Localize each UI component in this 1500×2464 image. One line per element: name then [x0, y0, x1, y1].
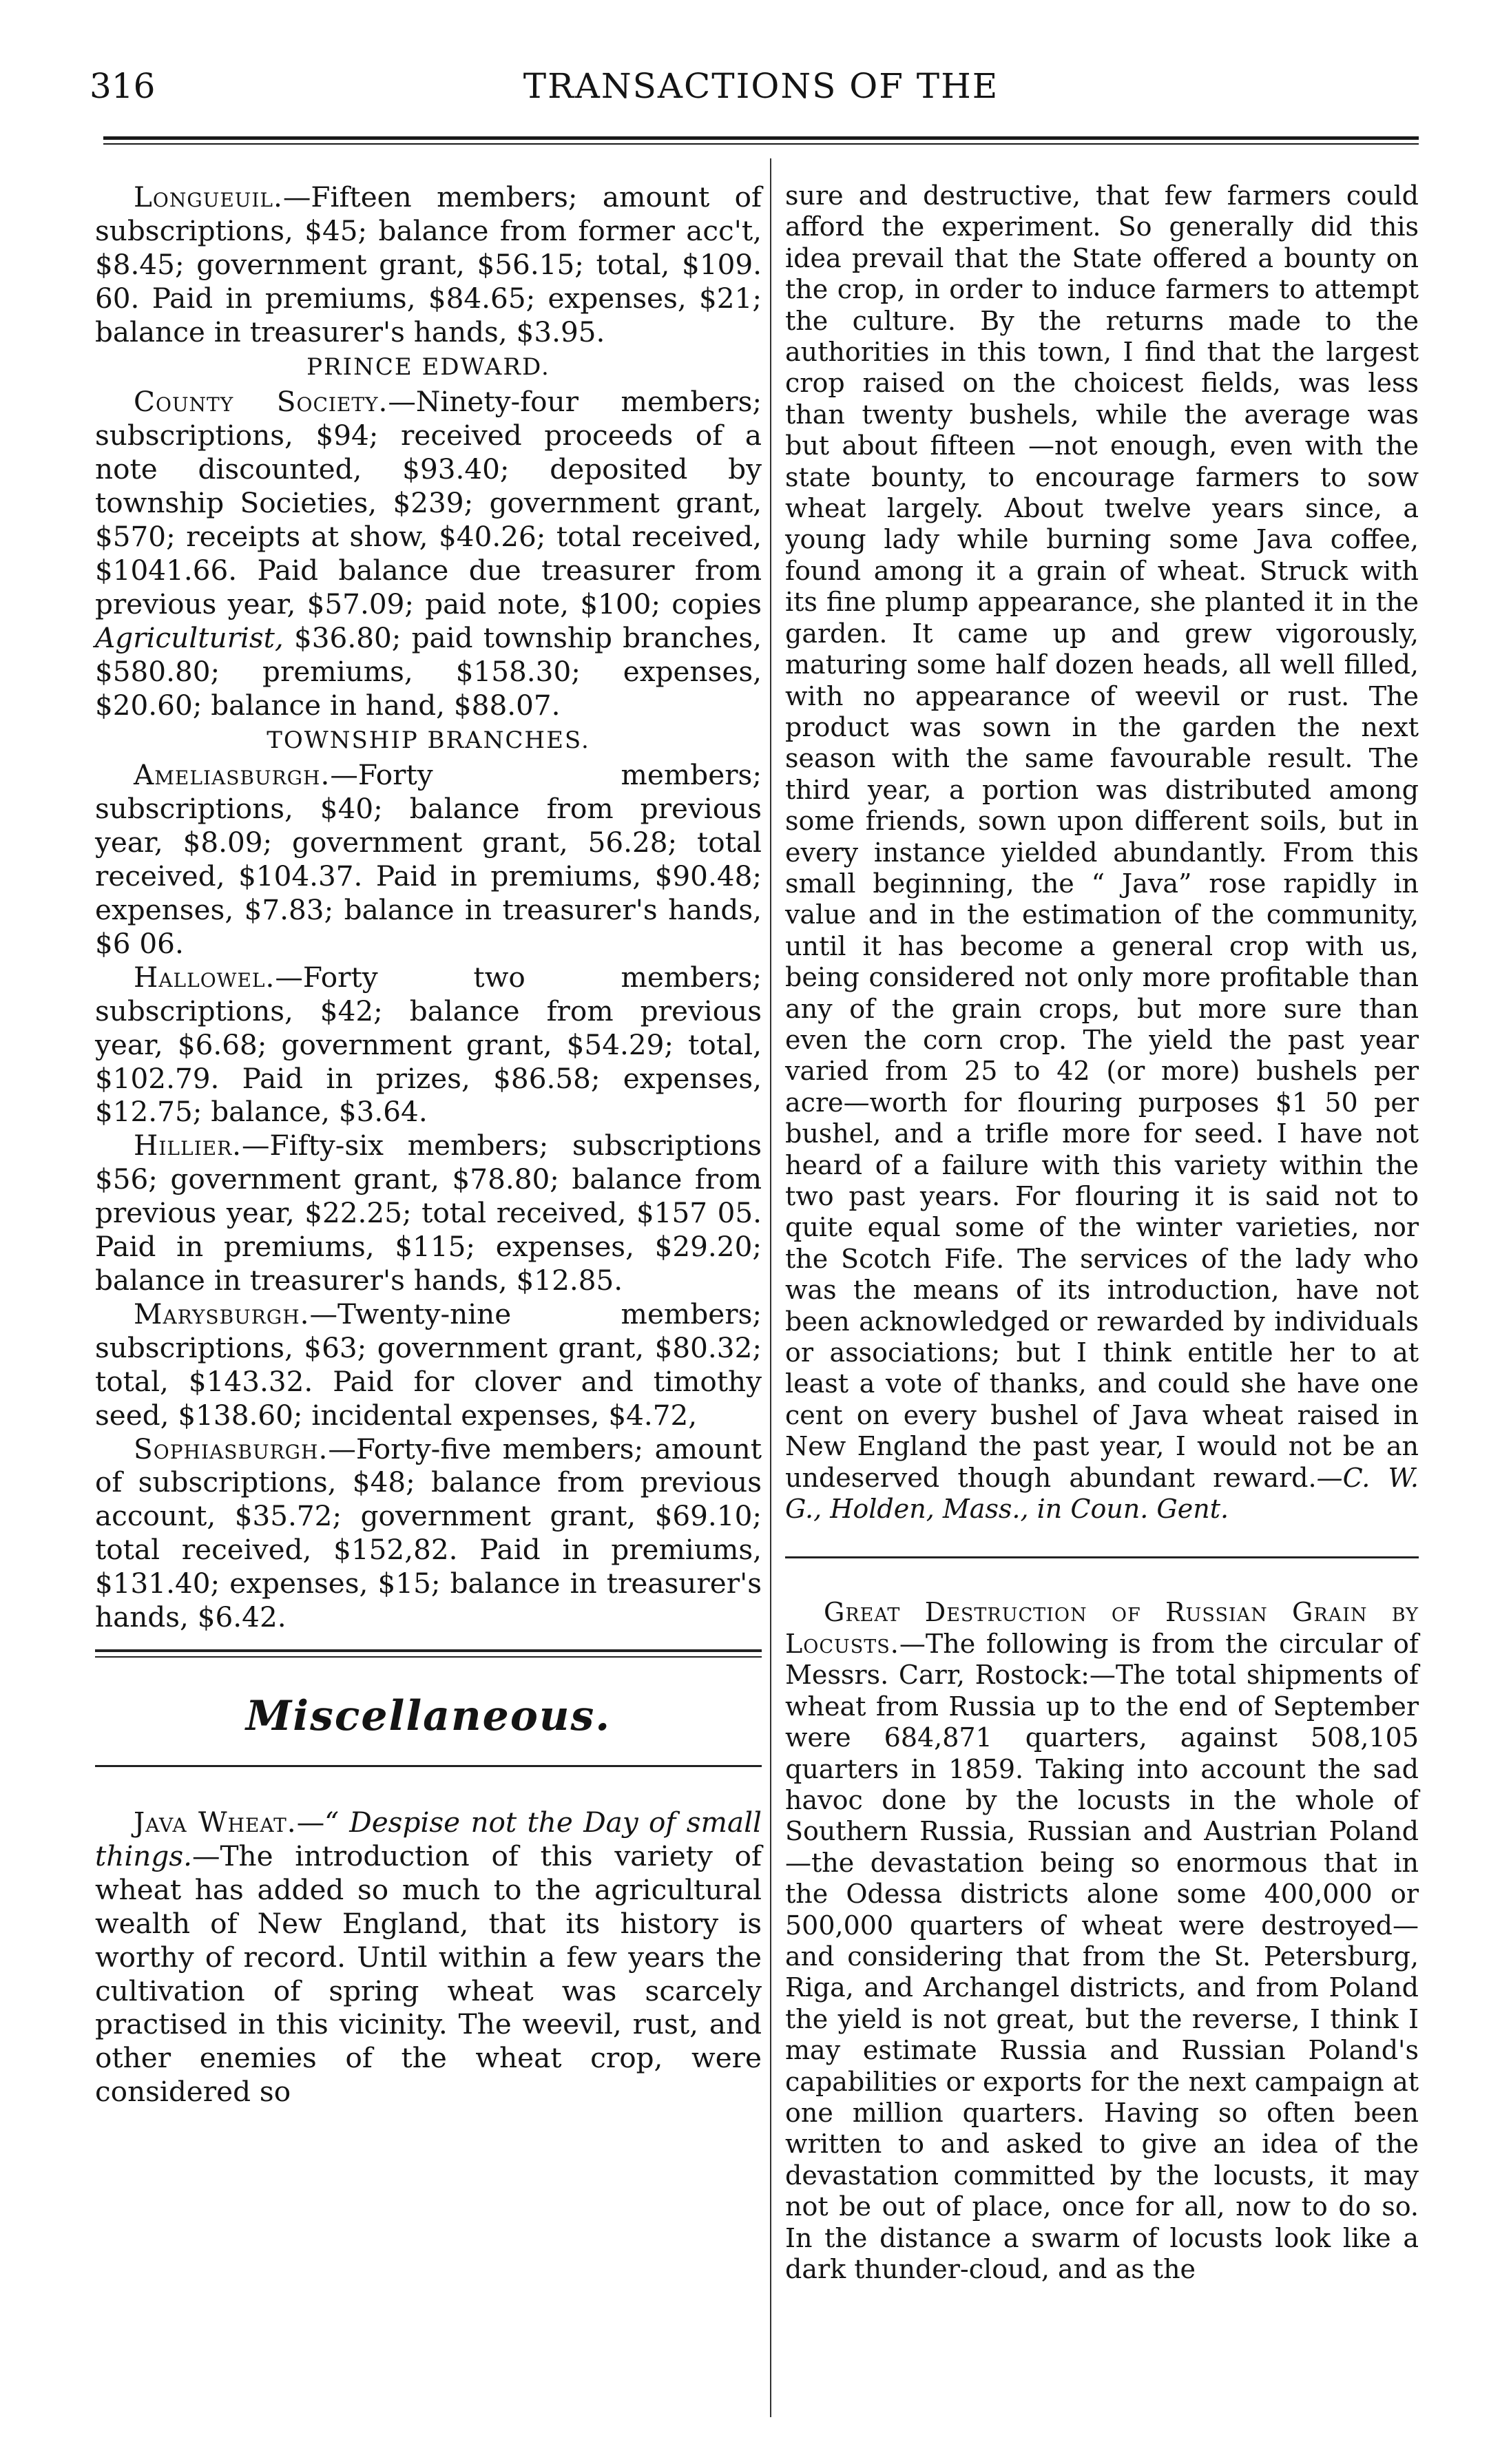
- signature: —C. W. G., Holden, Mass., in Coun. Gent.: [785, 1462, 1419, 1525]
- paragraph-ameliasburgh: [95, 758, 762, 960]
- page-number: 316: [90, 66, 156, 106]
- title-rule: [95, 1765, 762, 1767]
- paragraph-text: —Forty-five members; amount of subscriptions, $48; balance from previous account, $35.72; government grant, $69.10; total received, $152,82. Paid in premiums, $131.40; expenses, $15; balance in treasurer's hands, $6.42.: [95, 1432, 762, 1634]
- society-name: Sophiasburgh.: [134, 1432, 329, 1465]
- dash: —: [296, 1805, 325, 1839]
- italic-motto: “ Despise not the Day of small things.: [95, 1805, 762, 1872]
- paragraph-text: —The introduction of this variety of wheat has added so much to the agricultural wealth of New England, that its history is worthy of record. Until within a few years the cultivation of spring wheat was scarcely practised in this vicinity. The weevil, rust, and other enemies of the wheat crop, were considered so: [95, 1839, 762, 2109]
- paragraph-text: —Twenty-nine members; subscriptions, $63; government grant, $80.32; total, $143.32. Paid for clover and timothy seed, $138.60; incidental expenses, $4.72,: [95, 1297, 762, 1432]
- paragraph-text: —Forty members; subscriptions, $40; balance from previous year, $8.09; government grant, 56.28; total received, $104.37. Paid in premiums, $90.48; expenses, $7.83; balance in treasurer's hands, $6 06.: [95, 758, 762, 960]
- paragraph-text: —Fifty-six members; subscriptions $56; government grant, $78.80; balance from previous year, $22.25; total received, $157 05. Paid in premiums, $115; expenses, $29.20; balance in treasurer's hands, $12.85.: [95, 1129, 762, 1297]
- section-rule: [95, 1634, 762, 1677]
- header-rule: [103, 136, 1419, 140]
- paragraph-text-cont: $36.80; paid township branches, $580.80; premiums, $158.30; expenses, $20.60; balance in hand, $88.07.: [95, 620, 762, 722]
- paragraph-locusts: [785, 1597, 1419, 2285]
- paragraph-text: —Ninety-four members; subscriptions, $94; received proceeds of a note discounted, $93.40; deposited by township Societies, $239; government grant, $570; receipts at show, $40.26; total received, $1041.66. Paid balance due treasurer from previous year, $57.09; paid note, $100; copies: [95, 385, 762, 620]
- left-column: [95, 180, 762, 2109]
- society-name: Marysburgh.: [134, 1297, 310, 1330]
- paragraph-java-continued: [785, 180, 1419, 1525]
- paragraph-java-wheat: [95, 1806, 762, 2109]
- society-name: Ameliasburgh.: [134, 758, 331, 792]
- article-name: Java Wheat.: [134, 1805, 297, 1839]
- miscellaneous-title: Miscellaneous.: [245, 1691, 612, 1740]
- header-rule-thin: [103, 143, 1419, 145]
- society-name: County Society.: [134, 385, 388, 419]
- column-divider: [770, 158, 771, 2417]
- paragraph-county-society: [95, 385, 762, 722]
- society-name: Hillier.: [134, 1129, 242, 1162]
- paragraph-text: —Forty two members; subscriptions, $42; balance from previous year, $6.68; government grant, $54.29; total, $102.79. Paid in prizes, $86.58; expenses, $12.75; balance, $3.64.: [95, 960, 762, 1129]
- paragraph-text: —Fifteen members; amount of subscriptions, $45; balance from former acc't, $8.45; government grant, $56.15; total, $109. 60. Paid in premiums, $84.65; expenses, $21; balance in treasurer's hands, $3.95.: [95, 180, 762, 348]
- paragraph-longueuil: [95, 180, 762, 349]
- italic-text: Agriculturist,: [95, 620, 284, 654]
- section-heading-township: TOWNSHIP BRANCHES.: [267, 726, 590, 754]
- paragraph-text: —The following is from the circular of Messrs. Carr, Rostock:—The total shipments of wheat from Russia up to the end of September were 684,871 quarters, against 508,105 quarters in 1859. Taking into account the sad havoc done by the locusts in the whole of Southern Russia, Russian and Austrian Poland—the devastation being so enormous that in the Odessa districts alone some 400,000 or 500,000 quarters of wheat were destroyed—and considering that from the St. Petersburg, Riga, and Archangel districts, and from Poland the yield is not great, but the reverse, I think I may estimate Russia and Russian Poland's capabilities or exports for the next campaign at one million quarters. Having so often been written to and asked to give an idea of the devastation committed by the locusts, it may not be out of place, once for all, now to do so. In the distance a swarm of locusts look like a dark thunder-cloud, and as the: [785, 1628, 1419, 2284]
- right-column: [785, 180, 1419, 2285]
- article-name: Great Destruction of Russian Grain by Locusts.: [785, 1597, 1419, 1659]
- paragraph-marysburgh: [95, 1297, 762, 1432]
- section-heading-prince-edward: PRINCE EDWARD.: [306, 353, 550, 381]
- society-name: Hallowel.: [134, 960, 275, 994]
- running-head: [90, 66, 1433, 114]
- paragraph-sophiasburgh: [95, 1432, 762, 1634]
- society-name: Longueuil.: [134, 180, 283, 213]
- paragraph-hallowel: [95, 961, 762, 1129]
- paragraph-text: sure and destructive, that few farmers could afford the experiment. So generally did this idea prevail that the State offered a bounty on the crop, in order to induce farmers to attempt the culture. By the returns made to the authorities in this town, I find that the largest crop raised on the choicest fields, was less than twenty bushels, while the average was but about fifteen —not enough, even with the state bounty, to encourage farmers to sow wheat largely. About twelve years since, a young lady while burning some Java coffee, found among it a grain of wheat. Struck with its fine plump appearance, she planted it in the garden. It came up and grew vigorously, maturing some half dozen heads, all well filled, with no appearance of weevil or rust. The product was sown in the garden the next season with the same favourable result. The third year, a portion was distributed among some friends, sown upon different soils, but in every instance yielded abundantly. From this small beginning, the “ Java” rose rapidly in value and in the estimation of the community, until it has become a general crop with us, being considered not only more profitable than any of the grain crops, but more sure than even the corn crop. The yield the past year varied from 25 to 42 (or more) bushels per acre—worth for flouring purposes $1 50 per bushel, and a trifle more for seed. I have not heard of a failure with this variety within the two past years. For flouring it is said not to quite equal some of the winter varieties, nor the Scotch Fife. The services of the lady who was the means of its introduction, have not been acknowledged or rewarded by individuals or associations; but I think entitle her to at least a vote of thanks, and could she have one cent on every bushel of Java wheat raised in New England the past year, I would not be an undeserved though abundant reward.: [785, 180, 1419, 1493]
- paragraph-hillier: [95, 1129, 762, 1297]
- article-rule: [785, 1556, 1419, 1558]
- running-title: TRANSACTIONS OF THE: [523, 66, 999, 106]
